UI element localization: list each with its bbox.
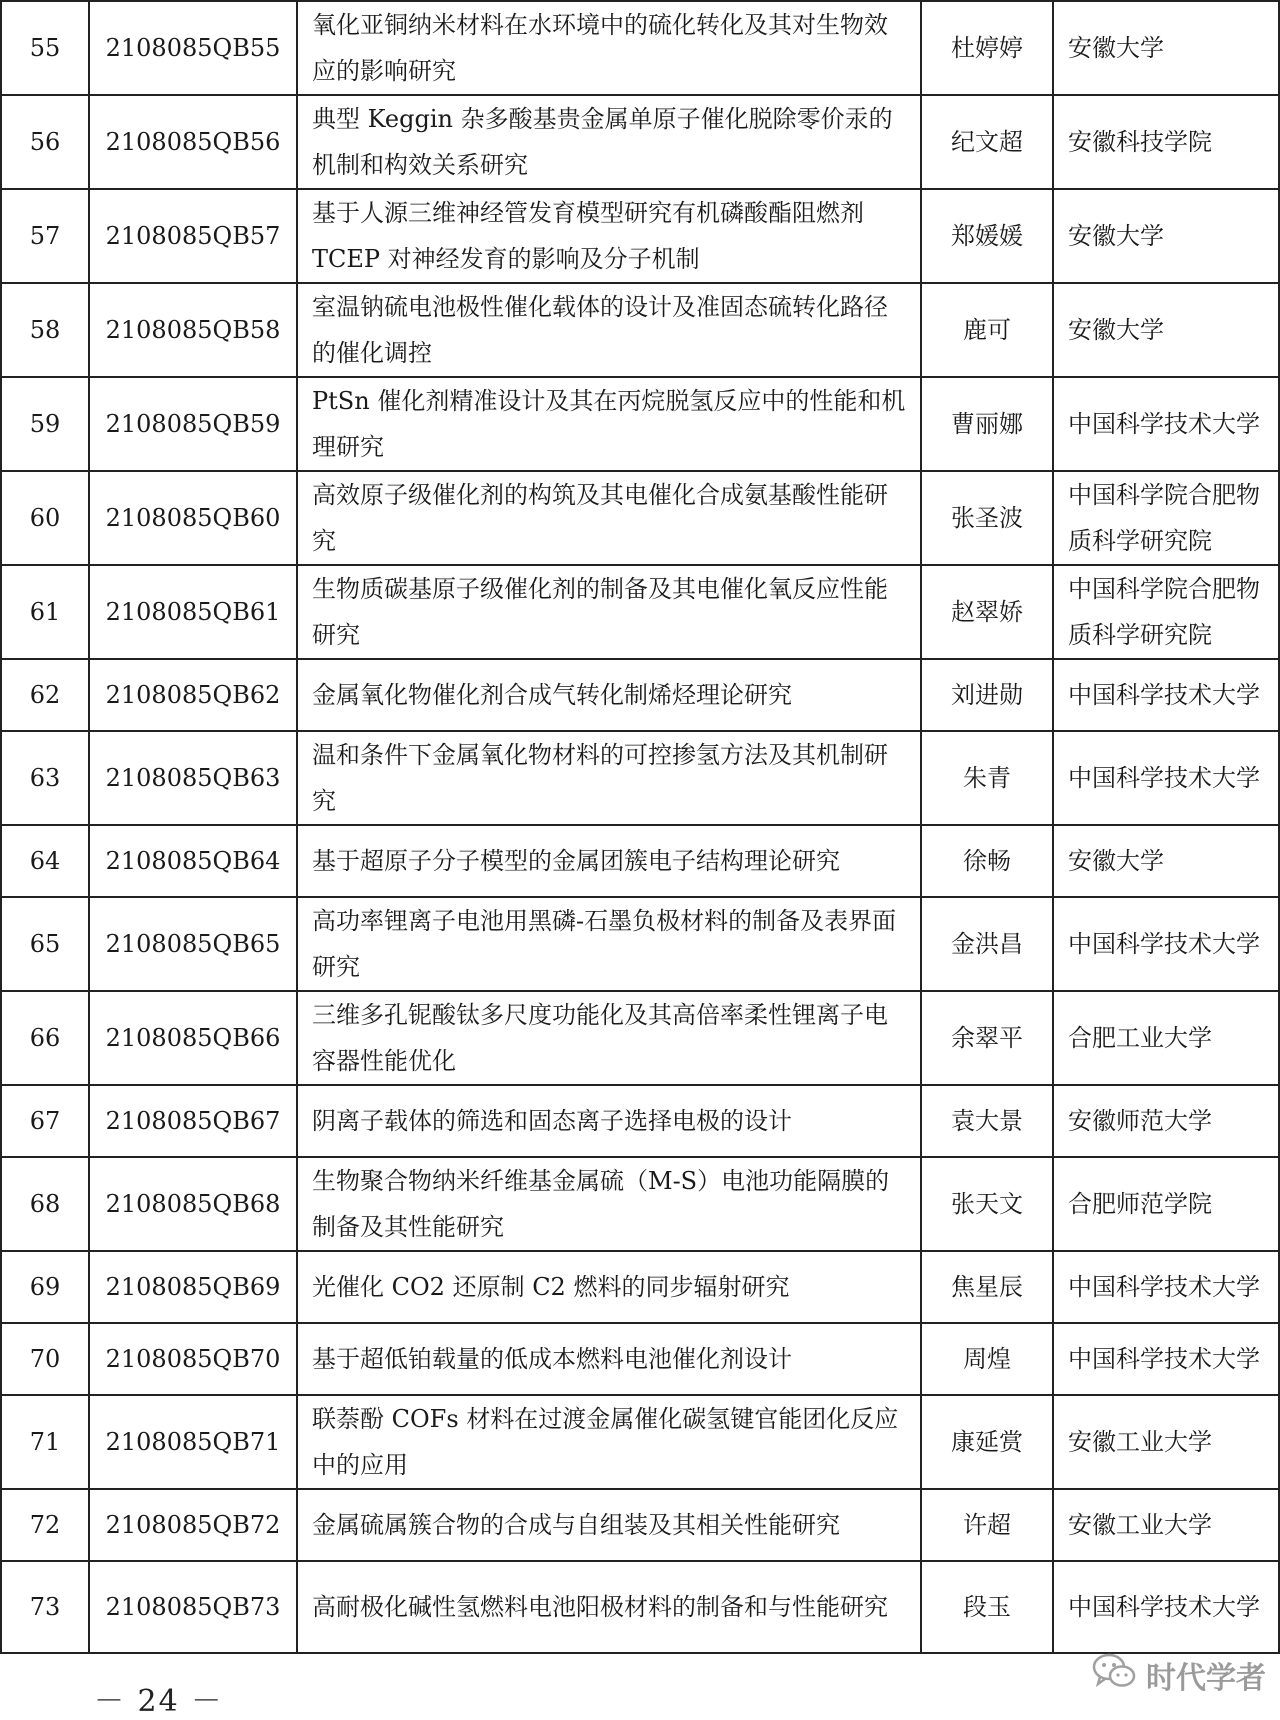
project-code: 2108085QB72 bbox=[89, 1489, 297, 1561]
institution: 中国科学院合肥物质科学研究院 bbox=[1053, 565, 1279, 659]
project-title: 温和条件下金属氧化物材料的可控掺氢方法及其机制研究 bbox=[297, 731, 921, 825]
project-code: 2108085QB70 bbox=[89, 1323, 297, 1395]
row-number: 65 bbox=[1, 897, 89, 991]
row-number: 67 bbox=[1, 1085, 89, 1157]
row-number: 70 bbox=[1, 1323, 89, 1395]
project-title: 生物质碳基原子级催化剂的制备及其电催化氧反应性能研究 bbox=[297, 565, 921, 659]
project-title: 基于超低铂载量的低成本燃料电池催化剂设计 bbox=[297, 1323, 921, 1395]
institution: 合肥工业大学 bbox=[1053, 991, 1279, 1085]
row-number: 56 bbox=[1, 95, 89, 189]
project-code: 2108085QB62 bbox=[89, 659, 297, 731]
principal-investigator: 纪文超 bbox=[921, 95, 1053, 189]
row-number: 55 bbox=[1, 1, 89, 95]
project-code: 2108085QB57 bbox=[89, 189, 297, 283]
row-number: 72 bbox=[1, 1489, 89, 1561]
project-title: 基于超原子分子模型的金属团簇电子结构理论研究 bbox=[297, 825, 921, 897]
table-row bbox=[1, 1323, 1279, 1395]
project-code: 2108085QB64 bbox=[89, 825, 297, 897]
institution: 安徽工业大学 bbox=[1053, 1395, 1279, 1489]
principal-investigator: 鹿可 bbox=[921, 283, 1053, 377]
table-row bbox=[1, 1, 1279, 95]
table-row bbox=[1, 377, 1279, 471]
principal-investigator: 郑媛媛 bbox=[921, 189, 1053, 283]
row-number: 64 bbox=[1, 825, 89, 897]
principal-investigator: 杜婷婷 bbox=[921, 1, 1053, 95]
row-number: 61 bbox=[1, 565, 89, 659]
project-title: 室温钠硫电池极性催化载体的设计及准固态硫转化路径的催化调控 bbox=[297, 283, 921, 377]
row-number: 59 bbox=[1, 377, 89, 471]
project-title: 基于人源三维神经管发育模型研究有机磷酸酯阻燃剂 TCEP 对神经发育的影响及分子机制 bbox=[297, 189, 921, 283]
institution: 安徽工业大学 bbox=[1053, 1489, 1279, 1561]
institution: 安徽大学 bbox=[1053, 1, 1279, 95]
principal-investigator: 余翠平 bbox=[921, 991, 1053, 1085]
row-number: 57 bbox=[1, 189, 89, 283]
institution: 中国科学技术大学 bbox=[1053, 731, 1279, 825]
project-title: 联萘酚 COFs 材料在过渡金属催化碳氢键官能团化反应中的应用 bbox=[297, 1395, 921, 1489]
institution: 安徽大学 bbox=[1053, 825, 1279, 897]
project-code: 2108085QB69 bbox=[89, 1251, 297, 1323]
row-number: 58 bbox=[1, 283, 89, 377]
project-code: 2108085QB58 bbox=[89, 283, 297, 377]
table-row bbox=[1, 897, 1279, 991]
project-title: 三维多孔铌酸钛多尺度功能化及其高倍率柔性锂离子电容器性能优化 bbox=[297, 991, 921, 1085]
project-title: 氧化亚铜纳米材料在水环境中的硫化转化及其对生物效应的影响研究 bbox=[297, 1, 921, 95]
principal-investigator: 张圣波 bbox=[921, 471, 1053, 565]
table-row bbox=[1, 189, 1279, 283]
project-title: 高效原子级催化剂的构筑及其电催化合成氨基酸性能研究 bbox=[297, 471, 921, 565]
principal-investigator: 朱青 bbox=[921, 731, 1053, 825]
project-title: 阴离子载体的筛选和固态离子选择电极的设计 bbox=[297, 1085, 921, 1157]
principal-investigator: 金洪昌 bbox=[921, 897, 1053, 991]
watermark bbox=[1092, 1652, 1266, 1698]
table-row bbox=[1, 659, 1279, 731]
principal-investigator: 康延赏 bbox=[921, 1395, 1053, 1489]
table-row bbox=[1, 1561, 1279, 1653]
table-row bbox=[1, 283, 1279, 377]
project-title: 生物聚合物纳米纤维基金属硫（M-S）电池功能隔膜的制备及其性能研究 bbox=[297, 1157, 921, 1251]
institution: 中国科学技术大学 bbox=[1053, 1251, 1279, 1323]
project-code: 2108085QB68 bbox=[89, 1157, 297, 1251]
project-code: 2108085QB61 bbox=[89, 565, 297, 659]
institution: 中国科学技术大学 bbox=[1053, 659, 1279, 731]
table-row bbox=[1, 565, 1279, 659]
row-number: 69 bbox=[1, 1251, 89, 1323]
principal-investigator: 曹丽娜 bbox=[921, 377, 1053, 471]
table-row bbox=[1, 825, 1279, 897]
table-row bbox=[1, 471, 1279, 565]
project-title: 高耐极化碱性氢燃料电池阳极材料的制备和与性能研究 bbox=[297, 1561, 921, 1653]
table-row bbox=[1, 1251, 1279, 1323]
table-row bbox=[1, 95, 1279, 189]
project-title: 光催化 CO2 还原制 C2 燃料的同步辐射研究 bbox=[297, 1251, 921, 1323]
institution: 安徽师范大学 bbox=[1053, 1085, 1279, 1157]
project-code: 2108085QB73 bbox=[89, 1561, 297, 1653]
project-title: 金属硫属簇合物的合成与自组装及其相关性能研究 bbox=[297, 1489, 921, 1561]
project-title: 金属氧化物催化剂合成气转化制烯烃理论研究 bbox=[297, 659, 921, 731]
institution: 中国科学技术大学 bbox=[1053, 897, 1279, 991]
project-title: 高功率锂离子电池用黑磷-石墨负极材料的制备及表界面研究 bbox=[297, 897, 921, 991]
institution: 安徽科技学院 bbox=[1053, 95, 1279, 189]
institution: 中国科学院合肥物质科学研究院 bbox=[1053, 471, 1279, 565]
watermark-text: 时代学者 bbox=[1146, 1661, 1266, 1696]
project-title: 典型 Keggin 杂多酸基贵金属单原子催化脱除零价汞的机制和构效关系研究 bbox=[297, 95, 921, 189]
row-number: 71 bbox=[1, 1395, 89, 1489]
institution: 安徽大学 bbox=[1053, 189, 1279, 283]
page-number: － 24 － bbox=[94, 1684, 224, 1719]
principal-investigator: 周煌 bbox=[921, 1323, 1053, 1395]
principal-investigator: 张天文 bbox=[921, 1157, 1053, 1251]
project-code: 2108085QB59 bbox=[89, 377, 297, 471]
principal-investigator: 段玉 bbox=[921, 1561, 1053, 1653]
institution: 中国科学技术大学 bbox=[1053, 377, 1279, 471]
project-title: PtSn 催化剂精准设计及其在丙烷脱氢反应中的性能和机理研究 bbox=[297, 377, 921, 471]
row-number: 73 bbox=[1, 1561, 89, 1653]
institution: 安徽大学 bbox=[1053, 283, 1279, 377]
project-code: 2108085QB67 bbox=[89, 1085, 297, 1157]
table-row bbox=[1, 1085, 1279, 1157]
table-row bbox=[1, 1489, 1279, 1561]
row-number: 60 bbox=[1, 471, 89, 565]
project-code: 2108085QB56 bbox=[89, 95, 297, 189]
institution: 中国科学技术大学 bbox=[1053, 1561, 1279, 1653]
principal-investigator: 徐畅 bbox=[921, 825, 1053, 897]
table-row bbox=[1, 991, 1279, 1085]
principal-investigator: 刘进勋 bbox=[921, 659, 1053, 731]
wechat-icon bbox=[1092, 1652, 1136, 1698]
project-code: 2108085QB60 bbox=[89, 471, 297, 565]
row-number: 62 bbox=[1, 659, 89, 731]
principal-investigator: 焦星辰 bbox=[921, 1251, 1053, 1323]
principal-investigator: 许超 bbox=[921, 1489, 1053, 1561]
row-number: 66 bbox=[1, 991, 89, 1085]
institution: 中国科学技术大学 bbox=[1053, 1323, 1279, 1395]
row-number: 63 bbox=[1, 731, 89, 825]
institution: 合肥师范学院 bbox=[1053, 1157, 1279, 1251]
project-table-body bbox=[1, 1, 1279, 1653]
principal-investigator: 赵翠娇 bbox=[921, 565, 1053, 659]
table-row bbox=[1, 1395, 1279, 1489]
principal-investigator: 袁大景 bbox=[921, 1085, 1053, 1157]
row-number: 68 bbox=[1, 1157, 89, 1251]
project-code: 2108085QB65 bbox=[89, 897, 297, 991]
project-code: 2108085QB63 bbox=[89, 731, 297, 825]
project-code: 2108085QB55 bbox=[89, 1, 297, 95]
project-code: 2108085QB71 bbox=[89, 1395, 297, 1489]
table-row bbox=[1, 1157, 1279, 1251]
table-row bbox=[1, 731, 1279, 825]
project-code: 2108085QB66 bbox=[89, 991, 297, 1085]
